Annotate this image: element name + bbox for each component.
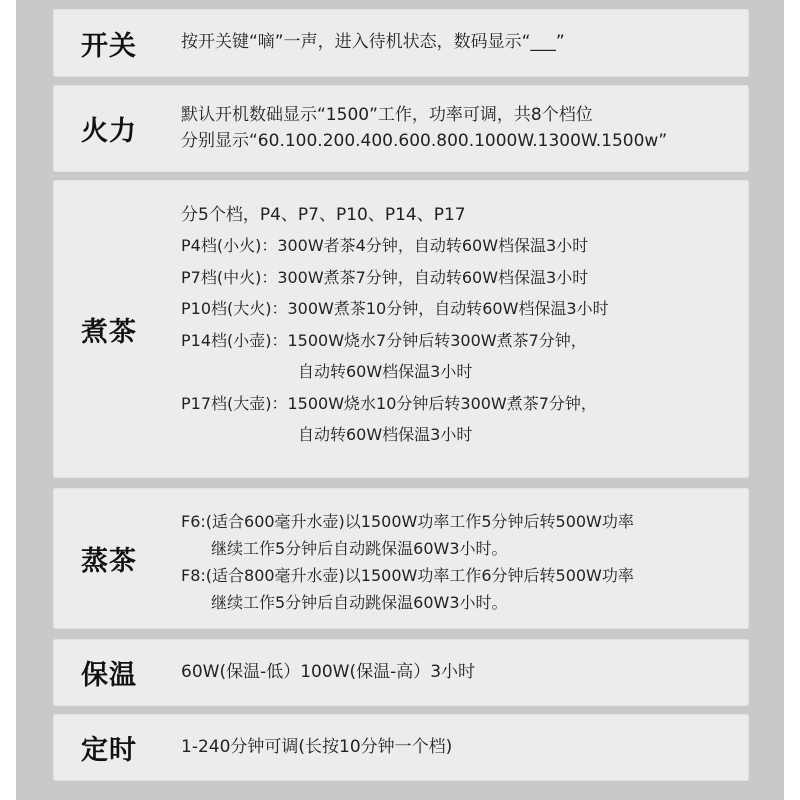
section-boil-tea: [53, 180, 749, 478]
description-line: 分别显示“60.100.200.400.600.800.1000W.1300W.1500w”: [181, 131, 668, 151]
section-label: 煮茶: [81, 316, 137, 348]
section-content: [181, 734, 739, 760]
mode-line: P17档(大壶)：1500W烧水10分钟后转300W煮茶7分钟，: [181, 393, 597, 413]
section-power-switch: [53, 9, 749, 77]
mode-line: P10档(大火)：300W煮茶10分钟，自动转60W档保温3小时: [181, 299, 609, 318]
section-label: 定时: [81, 735, 137, 766]
mode-line-continued: 自动转60W档保温3小时: [298, 362, 473, 381]
description-line: 60W(保温-低）100W(保温-高）3小时: [181, 662, 476, 682]
mode-line: P7档(中火)：300W煮茶7分钟，自动转60W档保温3小时: [181, 267, 589, 287]
mode-line-continued: 继续工作5分钟后自动跳保温60W3小时。: [211, 593, 508, 612]
mode-line: F8:(适合800毫升水壶)以1500W功率工作6分钟后转500W功率: [181, 566, 634, 585]
mode-line: P14档(小壶)：1500W烧水7分钟后转300W煮茶7分钟，: [181, 330, 587, 350]
description-line: 按开关键“嘀”一声，进入待机状态，数码显示“___”: [181, 32, 565, 52]
section-content: [181, 29, 739, 55]
section-content: [181, 659, 739, 685]
mode-line: P4档(小火)：300W者茶4分钟，自动转60W档保温3小时: [181, 236, 589, 255]
section-timer: [53, 714, 749, 781]
section-label: 蒸茶: [81, 546, 137, 577]
mode-line-continued: 继续工作5分钟后自动跳保温60W3小时。: [211, 539, 508, 558]
section-label: 火力: [81, 116, 137, 147]
description-line: 默认开机数础显示“1500”工作，功率可调，共8个档位: [181, 105, 593, 125]
section-steam-tea: [53, 488, 749, 629]
section-keep-warm: [53, 639, 749, 706]
section-label: 开关: [81, 30, 137, 62]
description-line: 1-240分钟可调(长按10分钟一个档): [181, 737, 453, 757]
section-label: 保温: [81, 660, 137, 691]
mode-line: F6:(适合600毫升水壶)以1500W功率工作5分钟后转500W功率: [181, 512, 634, 531]
section-content: [181, 102, 739, 154]
mode-line-continued: 自动转60W档保温3小时: [298, 425, 473, 444]
section-content: [181, 200, 739, 451]
section-firepower: [53, 85, 749, 172]
description-line: 分5个档，P4、P7、P10、P14、P17: [181, 205, 466, 225]
section-content: [181, 508, 739, 616]
